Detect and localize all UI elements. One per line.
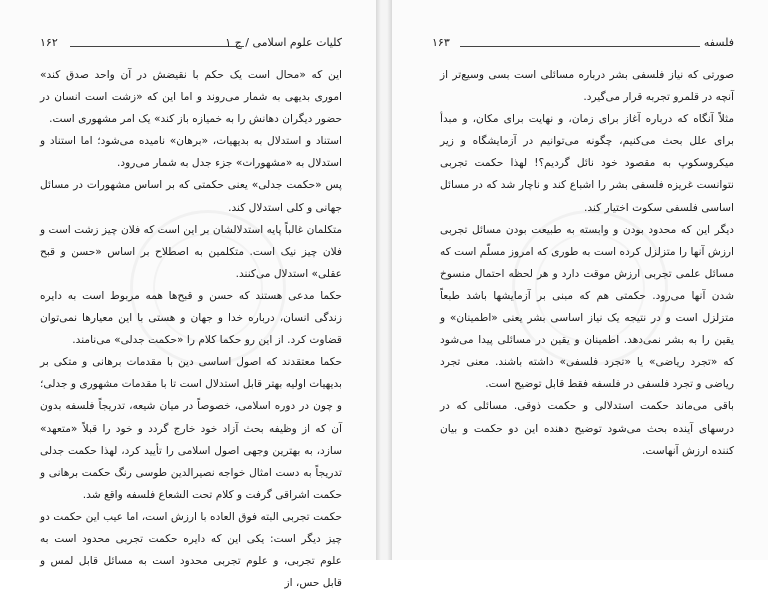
right-page-header bbox=[432, 36, 734, 52]
right-page bbox=[392, 0, 768, 560]
left-page-body bbox=[40, 64, 342, 594]
paragraph: باقی می‌ماند حکمت استدلالی و حکمت ذوقی. مسائلی که در درسهای آینده بحث می‌شود توضیح دهنده این دو حکمت و بیان کننده ارزش آنهاست. bbox=[440, 400, 734, 457]
header-rule bbox=[460, 46, 700, 47]
paragraph: این که «محال است یک حکم با نقیضش در آن واحد صدق کند» اموری بدیهی به شمار می‌روند و اما این که «زشت است انسان در حضور دیگران دهانش را به خمیازه باز کند» یک امر مشهوری است. bbox=[40, 69, 342, 126]
right-page-body bbox=[440, 64, 734, 462]
running-title: کلیات علوم اسلامی / ج ۱ bbox=[225, 36, 342, 49]
paragraph: دیگر این که محدود بودن و وابسته به طبیعت بودن مسائل تجربی ارزش آنها را متزلزل کرده است به طوری که امروز مسلّم است که مسائل علمی تجربی ارزش موقت دارد و هر لحظه احتمال منسوخ شدن آنها می‌رود. حکمتی هم که مبنی بر آزمایشها باشد طبعاً متزلزل است و در نتیجه یک نیاز اساسی بشر یعنی «اطمینان» و یقین را به بشر نمی‌دهد. اطمینان و یقین در مسائلی پیدا می‌شود که «تجرد ریاضی» یا «تجرد فلسفی» داشته باشند. معنی تجرد ریاضی و تجرد فلسفی در فلسفه فقط قابل توضیح است. bbox=[440, 223, 734, 391]
paragraph: مثلاً آنگاه که درباره آغاز برای زمان، و نهایت برای مکان، و مبدأ برای علل بحث می‌کنیم، چگونه می‌توانیم در آزمایشگاه و زیر میکروسکوپ به مقصود خود نائل گردیم؟! لهذا حکمت تجربی نتوانست غریزه فلسفی بشر را اشباع کند و ناچار شد که در مسائل اساسی فلسفی سکوت اختیار کند. bbox=[440, 113, 734, 214]
paragraph: صورتی که نیاز فلسفی بشر درباره مسائلی است بسی وسیع‌تر از آنچه در قلمرو تجربه قرار می‌گیرد. bbox=[440, 69, 734, 104]
paragraph: حکمت تجربی البته فوق العاده با ارزش است، اما عیب این حکمت دو چیز دیگر است: یکی این که دایره حکمت تجربی محدود است به علوم تجربی، و علوم تجربی محدود است به مسائل قابل لمس و قابل حس، از bbox=[40, 510, 342, 590]
paragraph: حکما معتقدند که اصول اساسی دین با مقدمات برهانی و متکی بر بدیهیات اولیه بهتر قابل استدلال است تا با مقدمات مشهوری و جدلی؛ و چون در دوره اسلامی، خصوصاً در میان شیعه، تدریجاً فلسفه بدون آن که از وظیفه بحث آزاد خود خارج گردد و خود را قبلاً «متعهد» سازد، به بهترین وجهی اصول اسلامی را تأیید کرد، لهذا حکمت جدلی تدریجاً به دست امثال خواجه نصیرالدین طوسی رنگ حکمت برهانی و حکمت اشراقی گرفت و کلام تحت الشعاع فلسفه واقع شد. bbox=[40, 356, 342, 501]
header-rule bbox=[70, 46, 244, 47]
paragraph: متکلمان غالباً پایه استدلالشان بر این است که فلان چیز زشت است و فلان چیز نیک است. متکلمین به اصطلاح بر اساس «حسن و قبح عقلی» استدلال می‌کنند. bbox=[40, 223, 342, 280]
running-title: فلسفه bbox=[703, 36, 734, 49]
left-page bbox=[0, 0, 376, 590]
paragraph: حکما مدعی هستند که حسن و قبح‌ها همه مربوط است به دایره زندگی انسان، درباره خدا و جهان و هستی با این معیارها نمی‌توان قضاوت کرد. از این رو حکما کلام را «حکمت جدلی» می‌نامند. bbox=[40, 289, 342, 347]
book-gutter bbox=[376, 0, 392, 560]
left-page-header bbox=[40, 36, 342, 52]
paragraph: استناد و استدلال به بدیهیات، «برهان» نامیده می‌شود؛ اما استناد و استدلال به «مشهورات» جزء جدل به شمار می‌رود. bbox=[40, 135, 342, 170]
page-number: ۱۶۲ bbox=[40, 36, 58, 49]
paragraph: پس «حکمت جدلی» یعنی حکمتی که بر اساس مشهورات در مسائل جهانی و کلی استدلال کند. bbox=[40, 179, 342, 214]
page-number: ۱۶۳ bbox=[432, 36, 450, 49]
